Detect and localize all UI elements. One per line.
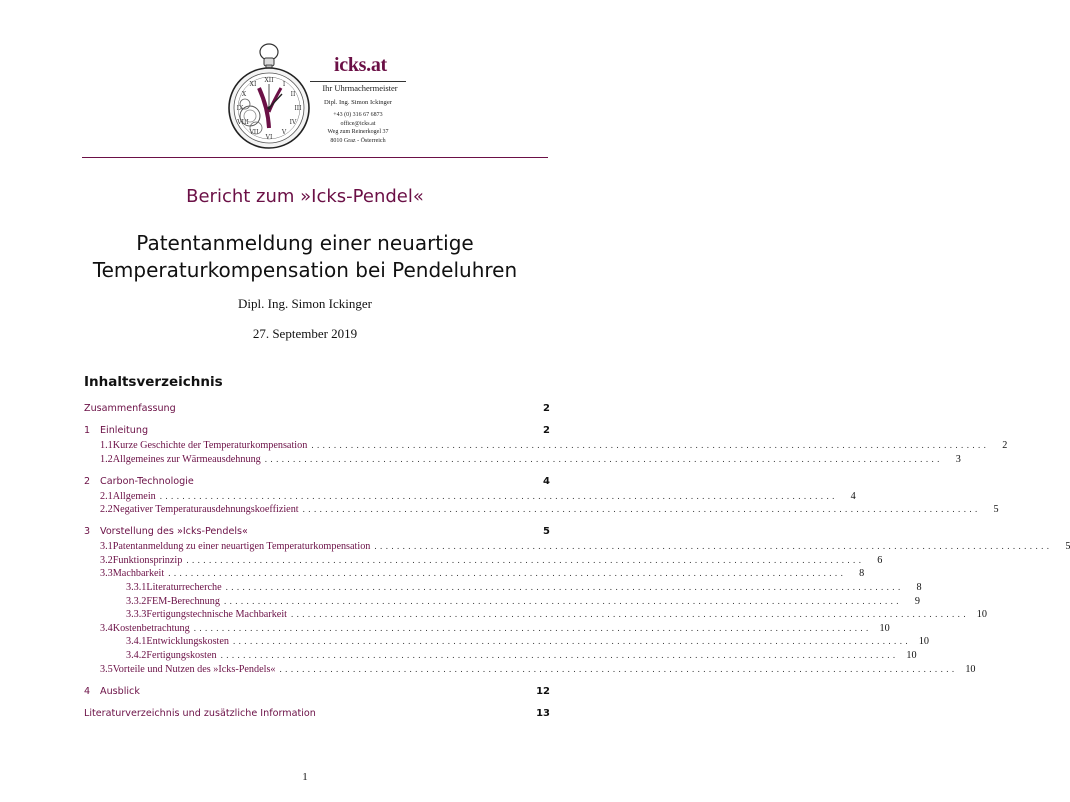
toc-entry-title[interactable]: Kostenbetrachtung	[112, 622, 190, 634]
toc-leader-dots: ........................................................................................................................	[223, 595, 902, 606]
toc-entry[interactable]	[84, 663, 976, 678]
brand-name: icks.at	[334, 54, 387, 76]
toc-entry[interactable]	[84, 582, 922, 596]
toc-entry[interactable]	[84, 504, 999, 518]
toc-entry[interactable]	[84, 686, 550, 700]
toc-entry-page: 10	[976, 609, 987, 621]
toc-leader-dots: ........................................................................................................................	[233, 636, 911, 647]
svg-text:II: II	[290, 91, 296, 98]
svg-text:VIII: VIII	[237, 119, 249, 126]
toc-entry[interactable]	[84, 708, 550, 722]
contact-email: office@icks.at	[340, 120, 376, 127]
svg-text:I: I	[282, 81, 286, 88]
svg-text:IV: IV	[289, 119, 297, 126]
contact-name: Dipl. Ing. Simon Ickinger	[324, 99, 392, 106]
toc-entry[interactable]	[84, 440, 1008, 454]
toc-leader-dots: ........................................................................................................................	[279, 663, 958, 674]
toc-entry-number: 3	[84, 526, 91, 538]
date: 27. September 2019	[252, 326, 358, 341]
toc-entry-page: 13	[536, 707, 550, 719]
toc-entry-page: 5	[543, 526, 550, 538]
toc-entry-number: 3.4	[100, 622, 113, 634]
svg-text:III: III	[294, 105, 302, 112]
toc-entry-page: 8	[859, 568, 865, 580]
header-divider	[82, 157, 548, 158]
toc-leader-dots: ........................................................................................................................	[193, 622, 872, 633]
toc-entry-number: 3.3.1	[126, 582, 147, 593]
toc-entry-page: 6	[877, 554, 883, 566]
page-number: 1	[302, 771, 308, 783]
toc-entry-number: 2	[84, 475, 91, 487]
report-title: Bericht zum »Icks-Pendel«	[186, 186, 424, 207]
toc-leader-dots: ........................................................................................................................	[225, 582, 904, 592]
toc-leader-dots: ........................................................................................................................	[220, 650, 899, 660]
toc-entry-title[interactable]: Literaturrecherche	[146, 582, 222, 593]
toc-entry-page: 2	[543, 403, 550, 414]
toc-entry-number: 2.2	[100, 504, 113, 516]
toc-entry-page: 10	[918, 636, 929, 648]
toc-entry-page: 4	[850, 490, 856, 502]
toc-entry[interactable]	[84, 453, 961, 468]
toc-entry-title[interactable]: Kurze Geschichte der Temperaturkompensation	[112, 440, 308, 451]
toc-entry-page: 2	[1002, 440, 1008, 451]
toc-entry-number: 3.4.2	[126, 650, 147, 661]
svg-text:VI: VI	[265, 134, 273, 141]
toc-leader-dots: ........................................................................................................................	[290, 609, 969, 620]
toc-entry[interactable]	[84, 554, 883, 569]
author: Dipl. Ing. Simon Ickinger	[238, 296, 372, 311]
toc-entry[interactable]	[84, 595, 920, 610]
toc-leader-dots: ........................................................................................................................	[311, 440, 990, 450]
toc-heading: Inhaltsverzeichnis	[84, 374, 223, 390]
toc-entry[interactable]	[84, 568, 865, 582]
toc-entry[interactable]	[84, 650, 917, 664]
svg-text:XI: XI	[249, 81, 257, 88]
toc-entry-number: 3.3.3	[126, 609, 147, 621]
toc-entry[interactable]	[84, 403, 550, 417]
toc-entry-page: 2	[543, 425, 550, 436]
main-title-line-1: Patentanmeldung einer neuartige	[136, 231, 474, 255]
toc-entry-title[interactable]: Machbarkeit	[112, 568, 165, 580]
toc-entry-page: 8	[916, 582, 922, 593]
toc-entry-number: 3.5	[100, 663, 113, 675]
toc-entry-title[interactable]: FEM-Berechnung	[146, 595, 220, 607]
toc-entry[interactable]	[84, 541, 1070, 555]
toc-entry-number: 1	[84, 425, 91, 436]
toc-entry-page: 5	[993, 504, 999, 516]
toc-entry-number: 3.1	[100, 541, 113, 553]
svg-text:X: X	[241, 91, 247, 98]
toc-entry-title[interactable]: Carbon-Technologie	[100, 475, 194, 487]
toc-entry-number: 2.1	[100, 490, 113, 502]
toc-entry-title[interactable]: Negativer Temperaturausdehnungskoeffizient	[112, 504, 299, 516]
toc-entry-page: 9	[914, 595, 920, 607]
toc-entry[interactable]	[84, 609, 987, 623]
toc-entry-page: 4	[543, 475, 550, 487]
toc-entry-title[interactable]: Allgemein	[112, 490, 156, 502]
toc-entry-title[interactable]: Fertigungstechnische Machbarkeit	[146, 609, 287, 621]
toc-leader-dots: ........................................................................................................................	[264, 453, 943, 464]
contact-street: Weg zum Reinerkogel 37	[327, 129, 389, 136]
toc-entry-number: 4	[84, 685, 91, 697]
toc-entry-title[interactable]: Funktionsprinzip	[112, 554, 183, 566]
toc-entry-title[interactable]: Vorteile und Nutzen des »Icks-Pendels«	[112, 663, 276, 675]
toc-entry-title[interactable]: Einleitung	[100, 425, 149, 436]
toc-entry-title[interactable]: Zusammenfassung	[84, 403, 176, 414]
svg-text:XII: XII	[264, 77, 274, 84]
pocket-watch-icon	[226, 42, 312, 154]
toc-entry-page: 5	[1065, 541, 1070, 553]
toc-entry-number: 3.3	[100, 568, 113, 580]
brand-underline	[310, 81, 406, 82]
toc-entry-title[interactable]: Allgemeines zur Wärmeausdehnung	[112, 453, 261, 465]
toc-entry[interactable]	[84, 636, 929, 650]
toc-entry-title[interactable]: Literaturverzeichnis und zusätzliche Information	[84, 707, 316, 719]
main-title-line-2: Temperaturkompensation bei Pendeluhren	[92, 258, 518, 282]
toc-entry[interactable]	[84, 476, 550, 490]
toc-entry-number: 3.4.1	[126, 636, 147, 648]
contact-block	[305, 99, 411, 145]
svg-text:VII: VII	[249, 129, 259, 136]
toc-entry-number: 3.2	[100, 554, 113, 566]
contact-phone: +43 (0) 316 67 6873	[333, 112, 383, 119]
toc-entry-page: 10	[906, 650, 917, 661]
toc-entry-page: 3	[955, 453, 961, 465]
main-title	[60, 230, 550, 284]
toc-entry-page: 10	[965, 663, 976, 675]
toc-leader-dots: ........................................................................................................................	[374, 541, 1053, 552]
toc-entry-number: 1.1	[100, 440, 113, 451]
toc-leader-dots: ........................................................................................................................	[159, 490, 838, 501]
toc-entry[interactable]	[84, 526, 550, 540]
toc-leader-dots: ........................................................................................................................	[168, 568, 847, 579]
toc-leader-dots: ........................................................................................................................	[302, 504, 981, 515]
toc-entry-title[interactable]: Vorstellung des »Icks-Pendels«	[100, 526, 248, 538]
toc-entry-title[interactable]: Entwicklungskosten	[146, 636, 229, 648]
brand-tagline: Ihr Uhrmachermeister	[322, 83, 398, 93]
toc-entry-page: 10	[879, 622, 890, 634]
toc-leader-dots: ........................................................................................................................	[186, 554, 865, 565]
toc-entry[interactable]	[84, 490, 856, 505]
toc-entry-number: 3.3.2	[126, 595, 147, 607]
toc-entry-number: 1.2	[100, 453, 113, 465]
toc-entry[interactable]	[84, 425, 550, 439]
toc-entry-title[interactable]: Fertigungskosten	[146, 650, 217, 661]
toc-entry-title[interactable]: Patentanmeldung zu einer neuartigen Temperaturkompensation	[112, 541, 371, 553]
contact-city: 8010 Graz - Österreich	[330, 137, 386, 144]
svg-text:V: V	[281, 129, 287, 136]
svg-text:IX: IX	[236, 105, 244, 112]
toc-entry-page: 12	[536, 685, 550, 697]
toc-entry-title[interactable]: Ausblick	[100, 685, 140, 697]
toc-entry[interactable]	[84, 622, 890, 637]
